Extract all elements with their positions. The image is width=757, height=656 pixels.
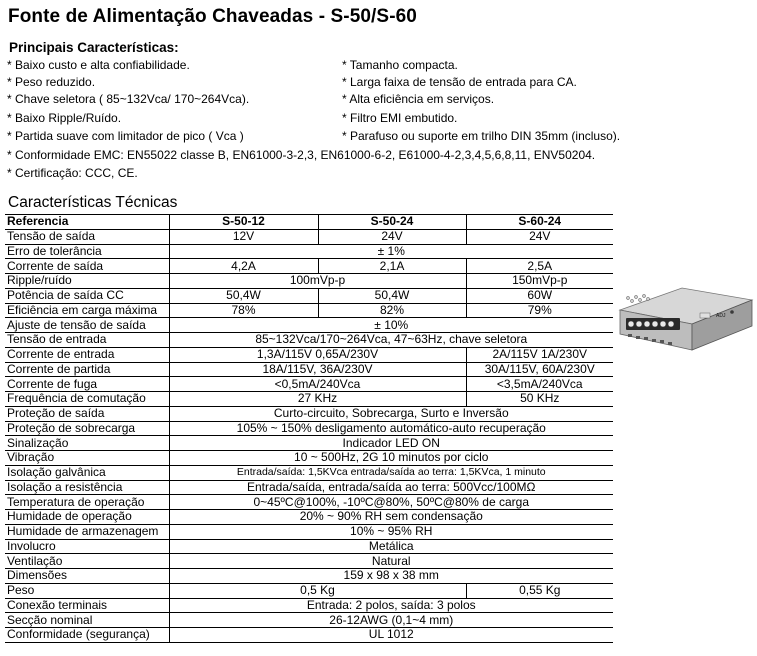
table-row xyxy=(5,347,613,362)
product-image xyxy=(616,284,754,354)
feature-item: * Filtro EMI embutido. xyxy=(342,111,458,125)
row-value: 10% ~ 95% RH xyxy=(169,524,613,539)
feature-item: * Alta eficiência em serviços. xyxy=(342,92,495,106)
table-row xyxy=(5,392,613,407)
row-label: Involucro xyxy=(5,539,169,554)
row-value: 60W xyxy=(466,288,613,303)
table-header-row xyxy=(5,215,613,230)
feature-item: * Chave seletora ( 85~132Vca/ 170~264Vca). xyxy=(7,92,250,106)
spec-table xyxy=(5,214,613,643)
row-label: Humidade de operação xyxy=(5,510,169,525)
row-label: Potência de saída CC xyxy=(5,288,169,303)
row-label: Tensão de entrada xyxy=(5,333,169,348)
row-label: Ajuste de tensão de saída xyxy=(5,318,169,333)
table-row xyxy=(5,406,613,421)
table-row xyxy=(5,480,613,495)
feature-item: * Tamanho compacta. xyxy=(342,58,458,72)
row-value: 85~132Vca/170~264Vca, 47~63Hz, chave seletora xyxy=(169,333,613,348)
table-row xyxy=(5,362,613,377)
table-row xyxy=(5,539,613,554)
page-title: Fonte de Alimentação Chaveadas - S-50/S-60 xyxy=(8,6,417,27)
table-row xyxy=(5,318,613,333)
row-value: 30A/115V, 60A/230V xyxy=(466,362,613,377)
row-label: Corrente de fuga xyxy=(5,377,169,392)
table-row xyxy=(5,451,613,466)
column-header-model: S-60-24 xyxy=(466,215,613,230)
row-value: UL 1012 xyxy=(169,628,613,643)
row-value: Indicador LED ON xyxy=(169,436,613,451)
row-value: 78% xyxy=(169,303,318,318)
row-label: Dimensões xyxy=(5,569,169,584)
row-value: 1,3A/115V 0,65A/230V xyxy=(169,347,466,362)
row-value: 0,55 Kg xyxy=(466,583,613,598)
column-header-model: S-50-24 xyxy=(318,215,466,230)
row-label: Sinalização xyxy=(5,436,169,451)
feature-item-emc: * Conformidade EMC: EN55022 classe B, EN61000-3-2,3, EN61000-6-2, E61000-4-2,3,4,5,6,8,11, ENV50204. xyxy=(7,148,596,162)
feature-item: * Partida suave com limitador de pico ( Vca ) xyxy=(7,129,244,143)
row-label: Temperatura de operação xyxy=(5,495,169,510)
row-value: 159 x 98 x 38 mm xyxy=(169,569,613,584)
row-value: 82% xyxy=(318,303,466,318)
row-value: 2,1A xyxy=(318,259,466,274)
product-adj-label: ADJ xyxy=(716,313,726,319)
table-row xyxy=(5,303,613,318)
row-label: Vibração xyxy=(5,451,169,466)
table-row xyxy=(5,436,613,451)
row-value: Entrada: 2 polos, saída: 3 polos xyxy=(169,598,613,613)
row-label: Tensão de saída xyxy=(5,229,169,244)
table-row xyxy=(5,288,613,303)
column-header-model: S-50-12 xyxy=(169,215,318,230)
table-row xyxy=(5,465,613,480)
row-label: Eficiência em carga máxima xyxy=(5,303,169,318)
row-value: 20% ~ 90% RH sem condensação xyxy=(169,510,613,525)
row-value: 27 KHz xyxy=(169,392,466,407)
row-label: Ventilação xyxy=(5,554,169,569)
row-label: Conexão terminais xyxy=(5,598,169,613)
row-label: Corrente de saída xyxy=(5,259,169,274)
row-value: Entrada/saída: 1,5KVca entrada/saída ao terra: 1,5KVca, 1 minuto xyxy=(169,465,613,480)
table-row xyxy=(5,244,613,259)
features-heading: Principais Características: xyxy=(9,40,179,55)
row-label: Humidade de armazenagem xyxy=(5,524,169,539)
table-row xyxy=(5,628,613,643)
row-label: Ripple/ruído xyxy=(5,274,169,289)
row-label: Proteção de saída xyxy=(5,406,169,421)
row-value: <3,5mA/240Vca xyxy=(466,377,613,392)
row-value: 50 KHz xyxy=(466,392,613,407)
table-row xyxy=(5,524,613,539)
row-label: Secção nominal xyxy=(5,613,169,628)
table-row xyxy=(5,377,613,392)
table-row xyxy=(5,259,613,274)
table-row xyxy=(5,598,613,613)
row-value: Metálica xyxy=(169,539,613,554)
row-value: 0,5 Kg xyxy=(169,583,466,598)
row-value: Curto-circuito, Sobrecarga, Surto e Inversão xyxy=(169,406,613,421)
feature-item: * Peso reduzido. xyxy=(7,75,96,89)
row-value: 50,4W xyxy=(318,288,466,303)
row-value: 100mVp-p xyxy=(169,274,466,289)
row-value: 24V xyxy=(318,229,466,244)
row-value: ± 1% xyxy=(169,244,613,259)
feature-item-certification: * Certificação: CCC, CE. xyxy=(7,166,138,180)
table-row xyxy=(5,583,613,598)
row-label: Isolação galvânica xyxy=(5,465,169,480)
row-value: 79% xyxy=(466,303,613,318)
row-value: 150mVp-p xyxy=(466,274,613,289)
table-row xyxy=(5,274,613,289)
table-row xyxy=(5,569,613,584)
power-supply-unit-icon xyxy=(616,284,754,354)
row-label: Frequência de comutação xyxy=(5,392,169,407)
row-label: Conformidade (segurança) xyxy=(5,628,169,643)
row-value: 105% ~ 150% desligamento automático-auto recuperação xyxy=(169,421,613,436)
row-value: 12V xyxy=(169,229,318,244)
row-value: 18A/115V, 36A/230V xyxy=(169,362,466,377)
row-value: 2,5A xyxy=(466,259,613,274)
row-value: 4,2A xyxy=(169,259,318,274)
table-row xyxy=(5,510,613,525)
feature-item: * Parafuso ou suporte em trilho DIN 35mm (incluso). xyxy=(342,129,621,143)
row-label: Proteção de sobrecarga xyxy=(5,421,169,436)
row-value: 10 ~ 500Hz, 2G 10 minutos por ciclo xyxy=(169,451,613,466)
table-row xyxy=(5,613,613,628)
row-label: Peso xyxy=(5,583,169,598)
row-label: Erro de tolerância xyxy=(5,244,169,259)
row-value: ± 10% xyxy=(169,318,613,333)
feature-item: * Baixo Ripple/Ruído. xyxy=(7,111,122,125)
row-value: 24V xyxy=(466,229,613,244)
feature-item: * Larga faixa de tensão de entrada para CA. xyxy=(342,75,577,89)
row-label: Corrente de entrada xyxy=(5,347,169,362)
row-value: Entrada/saída, entrada/saída ao terra: 500Vcc/100MΩ xyxy=(169,480,613,495)
column-header-reference: Referencia xyxy=(5,215,169,230)
table-row xyxy=(5,495,613,510)
row-value: 50,4W xyxy=(169,288,318,303)
table-row xyxy=(5,421,613,436)
table-row xyxy=(5,333,613,348)
row-value: <0,5mA/240Vca xyxy=(169,377,466,392)
row-label: Isolação a resistência xyxy=(5,480,169,495)
tech-specs-heading: Características Técnicas xyxy=(8,194,178,211)
row-value: 0~45ºC@100%, -10ºC@80%, 50ºC@80% de carga xyxy=(169,495,613,510)
row-value: Natural xyxy=(169,554,613,569)
row-value: 2A/115V 1A/230V xyxy=(466,347,613,362)
feature-item: * Baixo custo e alta confiabilidade. xyxy=(7,58,190,72)
table-row xyxy=(5,554,613,569)
row-label: Corrente de partida xyxy=(5,362,169,377)
row-value: 26-12AWG (0,1~4 mm) xyxy=(169,613,613,628)
table-row xyxy=(5,229,613,244)
